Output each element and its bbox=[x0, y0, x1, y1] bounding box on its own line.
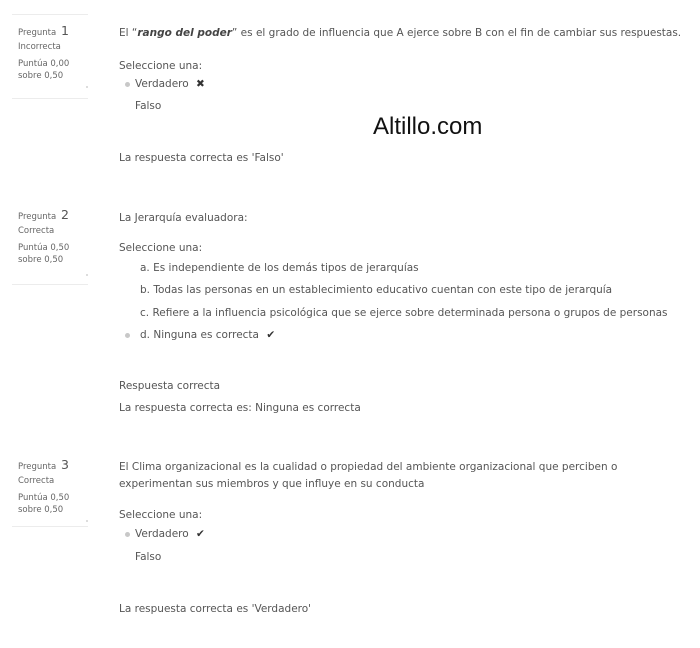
radio-indicator[interactable] bbox=[125, 532, 130, 537]
question-grade bbox=[18, 58, 93, 82]
grade-line-2: sobre 0,50 bbox=[18, 255, 64, 265]
answer-option-b[interactable] bbox=[119, 284, 612, 296]
radio-indicator[interactable] bbox=[125, 82, 130, 87]
option-label: Verdadero bbox=[135, 78, 189, 90]
option-label: d. Ninguna es correcta bbox=[140, 329, 259, 341]
question-text-line-1: El Clima organizacional es la cualidad o propiedad del ambiente organizacional que perciben o bbox=[119, 461, 618, 473]
question-text bbox=[119, 459, 689, 493]
incorrect-icon: ✖ bbox=[196, 78, 205, 90]
correct-icon: ✔ bbox=[196, 528, 205, 540]
grade-line-2: sobre 0,50 bbox=[18, 505, 64, 515]
grade-line-2: sobre 0,50 bbox=[18, 71, 64, 81]
answer-option-true[interactable] bbox=[119, 78, 205, 90]
answer-option-true[interactable] bbox=[119, 528, 205, 540]
question-state: Correcta bbox=[18, 226, 55, 236]
option-label: Falso bbox=[135, 100, 162, 112]
question-text-bold: rango del poder bbox=[137, 27, 232, 39]
answer-prompt: Seleccione una: bbox=[119, 60, 203, 72]
grade-line-1: Puntúa 0,50 bbox=[18, 493, 70, 503]
option-label: c. Refiere a la influencia psicológica que se ejerce sobre determinada persona o grupos de personas bbox=[140, 307, 668, 319]
grade-line-1: Puntúa 0,50 bbox=[18, 243, 70, 253]
question-label: Pregunta bbox=[18, 462, 57, 472]
question-info bbox=[18, 207, 93, 266]
info-divider bbox=[12, 98, 88, 99]
option-label: b. Todas las personas en un establecimiento educativo cuentan con este tipo de jerarquía bbox=[140, 284, 613, 296]
question-label: Pregunta bbox=[18, 28, 57, 38]
correct-answer-feedback: La respuesta correcta es 'Verdadero' bbox=[119, 603, 312, 615]
question-content bbox=[119, 459, 689, 615]
info-dot bbox=[86, 86, 88, 88]
question-text-line-2: experimentan sus miembros y que influye en su conducta bbox=[119, 478, 425, 490]
radio-indicator[interactable] bbox=[125, 333, 130, 338]
question-text: La Jerarquía evaluadora: bbox=[119, 212, 248, 224]
answer-option-c[interactable] bbox=[119, 307, 668, 319]
feedback-status: Respuesta correcta bbox=[119, 380, 221, 392]
question-state: Incorrecta bbox=[18, 42, 61, 52]
question-number: 2 bbox=[60, 207, 69, 222]
watermark-text: Altillo.com bbox=[373, 113, 483, 140]
question-info bbox=[18, 23, 93, 82]
question-grade bbox=[18, 492, 93, 516]
question-label: Pregunta bbox=[18, 212, 57, 222]
grade-line-1: Puntúa 0,00 bbox=[18, 59, 70, 69]
answer-prompt: Seleccione una: bbox=[119, 242, 203, 254]
correct-icon: ✔ bbox=[266, 329, 276, 341]
question-state: Correcta bbox=[18, 476, 55, 486]
question-grade bbox=[18, 242, 93, 266]
answer-prompt: Seleccione una: bbox=[119, 509, 203, 521]
answer-option-false[interactable] bbox=[119, 551, 161, 563]
info-dot bbox=[86, 520, 88, 522]
answer-option-d[interactable] bbox=[119, 329, 275, 341]
question-info bbox=[18, 457, 93, 516]
question-text: El “rango del poder” es el grado de influencia que A ejerce sobre B con el fin de cambiar sus respuestas. bbox=[119, 27, 682, 39]
info-divider bbox=[12, 526, 88, 527]
question-content bbox=[119, 210, 689, 414]
option-label: Verdadero bbox=[135, 528, 189, 540]
answer-option-a[interactable] bbox=[119, 262, 419, 274]
info-dot bbox=[86, 274, 88, 276]
answer-option-false[interactable] bbox=[119, 100, 161, 112]
question-number: 3 bbox=[60, 457, 69, 472]
option-label: Falso bbox=[135, 551, 162, 563]
info-divider bbox=[12, 284, 88, 285]
question-number: 1 bbox=[60, 23, 69, 38]
correct-answer-feedback: La respuesta correcta es 'Falso' bbox=[119, 152, 284, 164]
info-divider bbox=[12, 14, 88, 15]
option-label: a. Es independiente de los demás tipos de jerarquías bbox=[140, 262, 419, 274]
correct-answer-feedback: La respuesta correcta es: Ninguna es correcta bbox=[119, 402, 361, 414]
